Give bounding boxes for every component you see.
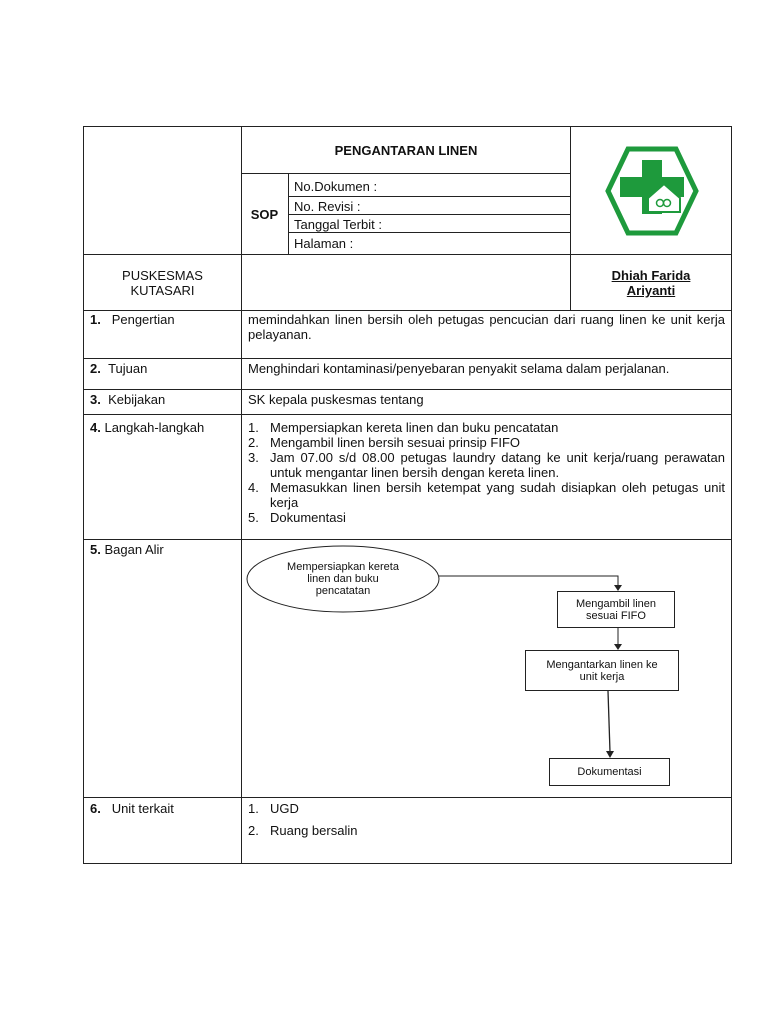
field-divider — [288, 196, 571, 197]
flow-step-dokumentasi: Dokumentasi — [549, 758, 670, 786]
section-langkah-label: 4. Langkah-langkah — [90, 420, 205, 435]
section-unit-label: 6. Unit terkait — [90, 801, 174, 816]
field-halaman: Halaman : — [294, 236, 354, 251]
org-name-line1: PUSKESMAS — [122, 268, 203, 283]
puskesmas-logo-icon — [604, 146, 700, 236]
list-item: 3. Jam 07.00 s/d 08.00 petugas laundry datang ke unit kerja/ruang perawatan untuk mengantar linen bersih dengan kereta linen. — [248, 450, 725, 480]
list-item: 2. Mengambil linen bersih sesuai prinsip FIFO — [248, 435, 520, 450]
list-item: 1. Mempersiapkan kereta linen dan buku pencatatan — [248, 420, 559, 435]
list-item: 5. Dokumentasi — [248, 510, 346, 525]
table-border-bottom — [83, 863, 732, 864]
row-divider — [83, 414, 732, 415]
field-divider — [288, 232, 571, 233]
section-tujuan-text: Menghindari kontaminasi/penyebaran penyakit selama dalam perjalanan. — [248, 361, 670, 376]
table-border-top — [83, 126, 732, 127]
section-pengertian-label: 1. Pengertian — [90, 312, 175, 327]
field-divider — [288, 214, 571, 215]
row-divider — [83, 389, 732, 390]
field-tanggal-terbit: Tanggal Terbit : — [294, 217, 382, 232]
list-item: 1. UGD — [248, 801, 299, 816]
row-divider — [83, 358, 732, 359]
section-kebijakan-label: 3. Kebijakan — [90, 392, 166, 407]
org-name-line2: KUTASARI — [130, 283, 195, 298]
sop-label: SOP — [250, 207, 279, 222]
row-divider — [83, 310, 732, 311]
section-bagan-label: 5. Bagan Alir — [90, 542, 164, 557]
row-divider — [83, 797, 732, 798]
signer-name-line2: Ariyanti — [626, 283, 676, 298]
unit-list — [248, 801, 725, 838]
document-title: PENGANTARAN LINEN — [334, 143, 478, 158]
list-item: 4. Memasukkan linen bersih ketempat yang sudah disiapkan oleh petugas unit kerja — [248, 480, 725, 510]
field-no-revisi: No. Revisi : — [294, 199, 361, 214]
section-tujuan-label: 2. Tujuan — [90, 361, 148, 376]
table-border-left — [83, 126, 84, 864]
list-item: 2. Ruang bersalin — [248, 823, 358, 838]
langkah-list — [248, 420, 725, 525]
section-pengertian-text: memindahkan linen bersih oleh petugas pencucian dari ruang linen ke unit kerja pelayanan. — [248, 312, 725, 342]
row-divider — [83, 254, 732, 255]
section-kebijakan-text: SK kepala puskesmas tentang — [248, 392, 424, 407]
field-no-dokumen: No.Dokumen : — [294, 179, 378, 194]
table-border-right — [731, 126, 732, 864]
title-divider — [241, 173, 571, 174]
flow-step-mengantarkan: Mengantarkan linen ke unit kerja — [525, 650, 679, 691]
signer-name-line1: Dhiah Farida — [611, 268, 691, 283]
flow-step-mempersiapkan: Mempersiapkan kereta linen dan buku pencatatan — [287, 561, 399, 597]
flow-step-mengambil: Mengambil linen sesuai FIFO — [557, 591, 675, 628]
